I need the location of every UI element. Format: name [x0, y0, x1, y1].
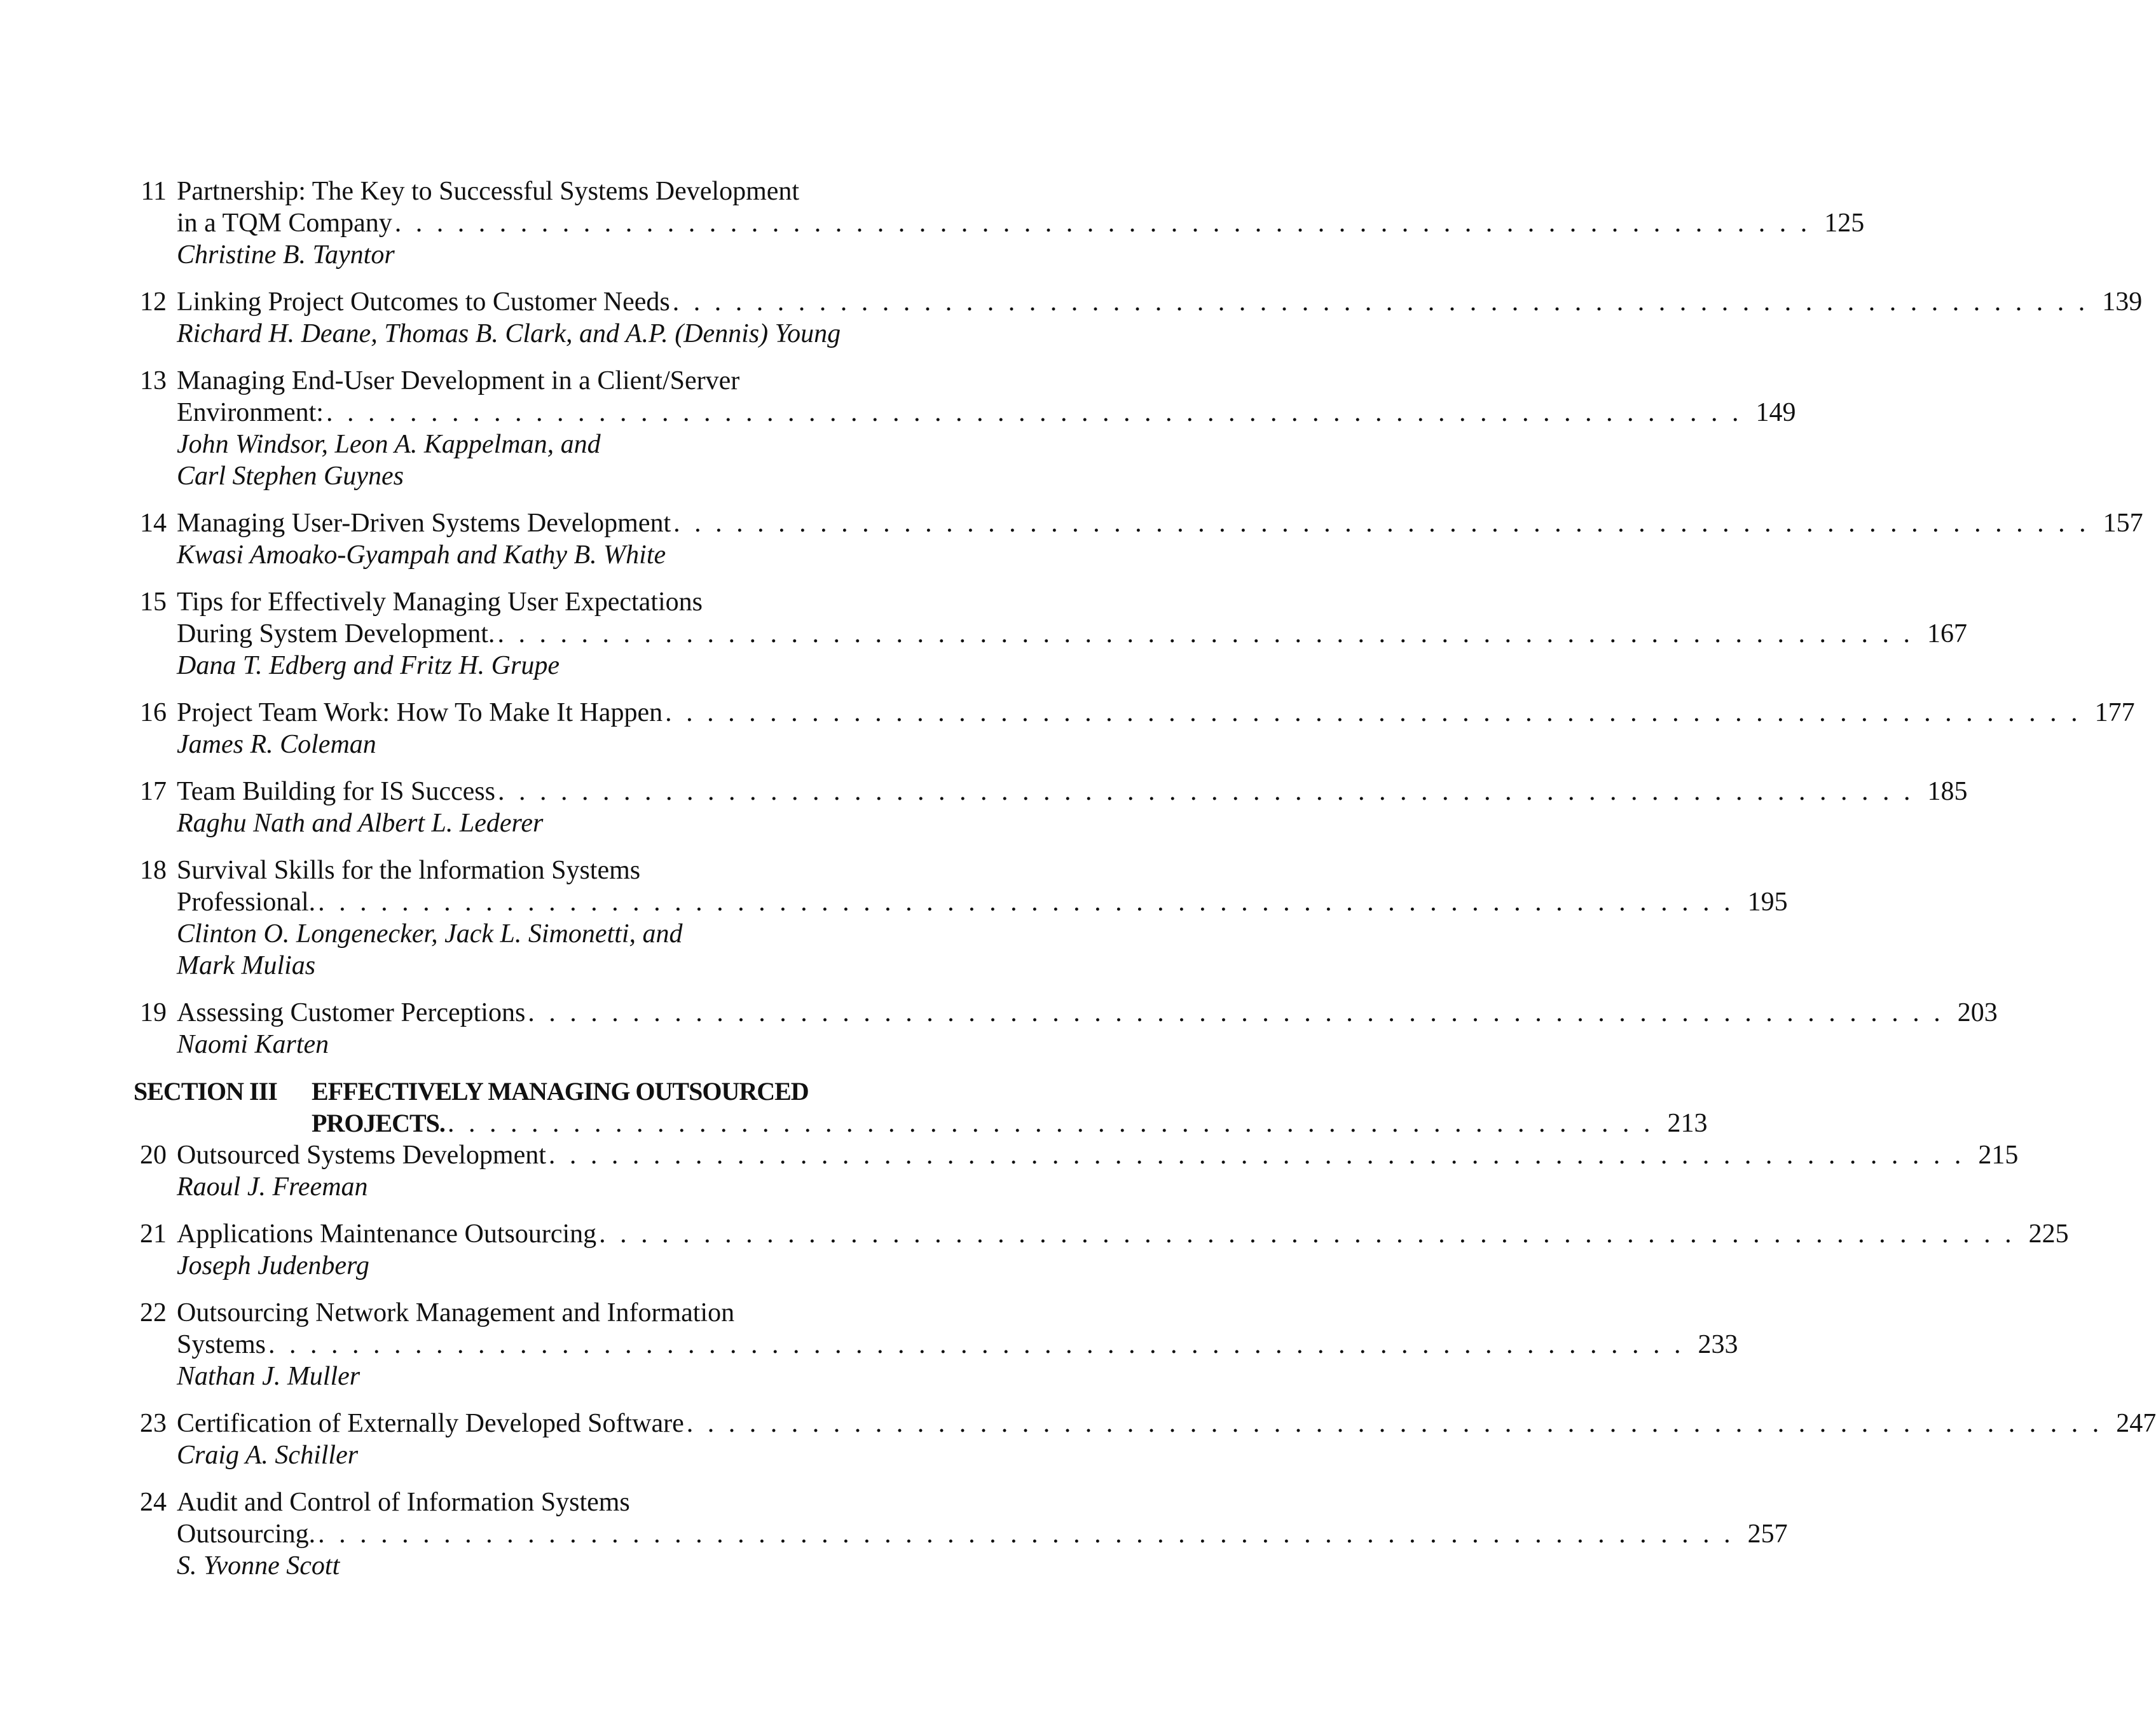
entry-title: Tips for Effectively Managing User Expectations: [177, 587, 703, 617]
entry-authors: Joseph Judenberg: [177, 1251, 369, 1280]
entry-number: 23: [140, 1409, 167, 1438]
entry-number: 24: [140, 1488, 167, 1517]
dot-leader: . . . . . . . . . . . . . . . . . . . . . . . . . . . . . . . . . . . . . . . . . . . . . . . . . . . . . . . . . . . . . . . . . . . .: [686, 1409, 2103, 1438]
entry-page-number: 157: [2103, 509, 2143, 538]
entry-title: Outsourced Systems Development: [177, 1141, 546, 1170]
entry-authors: Kwasi Amoako-Gyampah and Kathy B. White: [177, 540, 666, 570]
dot-leader: . . . . . . . . . . . . . . . . . . . . . . . . . . . . . . . . . . . . . . . . . . . . . . . . . . . . . . . . . . . . . . . . . . . .: [548, 1141, 1965, 1170]
toc-entry[interactable]: [134, 286, 2143, 350]
section-title-line2: PROJECTS.: [312, 1109, 445, 1137]
entry-title: Team Building for IS Success: [177, 777, 495, 806]
dot-leader: . . . . . . . . . . . . . . . . . . . . . . . . . . . . . . . . . . . . . . . . . . . . . . . . . . . . . . . . . . . . . . . . . . . .: [318, 888, 1734, 917]
entry-authors: Raghu Nath and Albert L. Lederer: [177, 809, 544, 838]
entry-number: 18: [140, 856, 167, 885]
dot-leader: . . . . . . . . . . . . . . . . . . . . . . . . . . . . . . . . . . . . . . . . . . . . . . . . . . . . . . . . . . . . . . . . . . . .: [528, 998, 1944, 1027]
entry-authors: Clinton O. Longenecker, Jack L. Simonetti, and: [177, 919, 683, 949]
entry-number: 17: [140, 777, 167, 806]
toc-entry[interactable]: [134, 507, 2143, 571]
entry-page-number: 257: [1747, 1519, 1788, 1549]
dot-leader: . . . . . . . . . . . . . . . . . . . . . . . . . . . . . . . . . . . . . . . . . . . . . . . . . . . . . . . . . . . . . . . . . . . .: [672, 287, 2089, 317]
entry-page-number: 195: [1747, 888, 1788, 917]
entry-page-number: 215: [1978, 1141, 2019, 1170]
entry-title: in a TQM Company: [177, 209, 392, 238]
entry-page-number: 125: [1824, 209, 1865, 238]
entry-title: Audit and Control of Information Systems: [177, 1488, 630, 1517]
entry-authors: Raoul J. Freeman: [177, 1172, 368, 1202]
entry-title: Survival Skills for the lnformation Systems: [177, 856, 641, 885]
entry-title: Managing End-User Development in a Client/Server: [177, 366, 740, 395]
toc-entry[interactable]: [134, 997, 1998, 1060]
dot-leader: . . . . . . . . . . . . . . . . . . . . . . . . . . . . . . . . . . . . . . . . . . . . . . . . . . . . . . . . . . . . . . . . . . . .: [394, 209, 1811, 238]
entry-page-number: 185: [1927, 777, 1968, 806]
entry-title: Environment:: [177, 398, 324, 427]
entry-number: 20: [140, 1141, 167, 1170]
entry-page-number: 233: [1698, 1330, 1738, 1359]
dot-leader: . . . . . . . . . . . . . . . . . . . . . . . . . . . . . . . . . . . . . . . . . . . . . . . . . . . . . . . . . . . . . . . . . . . .: [673, 509, 2090, 538]
entry-number: 15: [140, 587, 167, 617]
entry-title: Linking Project Outcomes to Customer Needs: [177, 287, 670, 317]
toc-entry[interactable]: [134, 175, 1865, 271]
entry-number: 11: [141, 177, 167, 206]
entries-after: [134, 1139, 2156, 1582]
dot-leader: . . . . . . . . . . . . . . . . . . . . . . . . . . . . . . . . . . . . . . . . . . . . . . . . . . . . . . . . . .: [447, 1109, 1654, 1138]
entry-authors: Craig A. Schiller: [177, 1441, 359, 1470]
table-of-contents: [134, 175, 2156, 1597]
entry-authors: S. Yvonne Scott: [177, 1551, 340, 1581]
entry-title: Project Team Work: How To Make It Happen: [177, 698, 663, 727]
entry-number: 14: [140, 509, 167, 538]
toc-entry[interactable]: [134, 1139, 2019, 1203]
entry-number: 13: [140, 366, 167, 395]
entry-authors: Richard H. Deane, Thomas B. Clark, and A.P. (Dennis) Young: [177, 319, 841, 348]
section-label: SECTION III: [134, 1077, 277, 1106]
toc-entry[interactable]: [134, 1297, 1738, 1392]
section-heading: [134, 1076, 1708, 1139]
dot-leader: . . . . . . . . . . . . . . . . . . . . . . . . . . . . . . . . . . . . . . . . . . . . . . . . . . . . . . . . . . . . . . . . . . . .: [498, 777, 1914, 806]
entry-title: Certification of Externally Developed Software: [177, 1409, 684, 1438]
toc-entry[interactable]: [134, 1218, 2069, 1282]
toc-entry[interactable]: [134, 1486, 1788, 1582]
entry-page-number: 167: [1926, 619, 1967, 648]
section-title-line1: EFFECTIVELY MANAGING OUTSOURCED: [312, 1077, 809, 1106]
section-page-number: 213: [1667, 1109, 1708, 1138]
entry-title: Outsourcing Network Management and Information: [177, 1298, 735, 1327]
entry-authors: Naomi Karten: [177, 1030, 329, 1059]
entry-number: 16: [140, 698, 167, 727]
toc-entry[interactable]: [134, 697, 2135, 760]
entry-title: Managing User-Driven Systems Development: [177, 509, 671, 538]
dot-leader: . . . . . . . . . . . . . . . . . . . . . . . . . . . . . . . . . . . . . . . . . . . . . . . . . . . . . . . . . . . . . . . . . . . .: [318, 1519, 1734, 1549]
entry-authors: Mark Mulias: [177, 951, 316, 980]
entry-page-number: 139: [2102, 287, 2143, 317]
entry-authors: John Windsor, Leon A. Kappelman, and: [177, 430, 601, 459]
entry-number: 22: [140, 1298, 167, 1327]
dot-leader: . . . . . . . . . . . . . . . . . . . . . . . . . . . . . . . . . . . . . . . . . . . . . . . . . . . . . . . . . . . . . . . . . . . .: [268, 1330, 1685, 1359]
entry-authors: Dana T. Edberg and Fritz H. Grupe: [177, 651, 560, 680]
toc-entry[interactable]: [134, 586, 1967, 682]
entry-page-number: 149: [1755, 398, 1796, 427]
entry-title: During System Development.: [177, 619, 495, 648]
entry-title: Outsourcing.: [177, 1519, 316, 1549]
dot-leader: . . . . . . . . . . . . . . . . . . . . . . . . . . . . . . . . . . . . . . . . . . . . . . . . . . . . . . . . . . . . . . . . . . . .: [326, 398, 1743, 427]
entry-authors: James R. Coleman: [177, 730, 376, 759]
entries-before: [134, 175, 2143, 1060]
entry-number: 19: [140, 998, 167, 1027]
entry-authors: Carl Stephen Guynes: [177, 462, 404, 491]
toc-entry[interactable]: [134, 1408, 2156, 1471]
entry-page-number: 203: [1957, 998, 1998, 1027]
entry-title: Partnership: The Key to Successful Systems Development: [177, 177, 800, 206]
toc-entry[interactable]: [134, 365, 1796, 492]
entry-authors: Nathan J. Muller: [177, 1362, 360, 1391]
entry-authors: Christine B. Tayntor: [177, 240, 395, 270]
entry-title: Professional.: [177, 888, 316, 917]
toc-entry[interactable]: [134, 854, 1788, 982]
dot-leader: . . . . . . . . . . . . . . . . . . . . . . . . . . . . . . . . . . . . . . . . . . . . . . . . . . . . . . . . . . . . . . . . . . . .: [497, 619, 1914, 648]
dot-leader: . . . . . . . . . . . . . . . . . . . . . . . . . . . . . . . . . . . . . . . . . . . . . . . . . . . . . . . . . . . . . . . . . . . .: [599, 1219, 2015, 1249]
toc-entry[interactable]: [134, 776, 1968, 839]
dot-leader: . . . . . . . . . . . . . . . . . . . . . . . . . . . . . . . . . . . . . . . . . . . . . . . . . . . . . . . . . . . . . . . . . . . .: [665, 698, 2082, 727]
entry-number: 12: [140, 287, 167, 317]
entry-page-number: 247: [2116, 1409, 2156, 1438]
entry-title: Applications Maintenance Outsourcing: [177, 1219, 597, 1249]
entry-page-number: 225: [2028, 1219, 2069, 1249]
entry-number: 21: [140, 1219, 167, 1249]
entry-page-number: 177: [2094, 698, 2135, 727]
entry-title: Systems: [177, 1330, 266, 1359]
entry-title: Assessing Customer Perceptions: [177, 998, 526, 1027]
